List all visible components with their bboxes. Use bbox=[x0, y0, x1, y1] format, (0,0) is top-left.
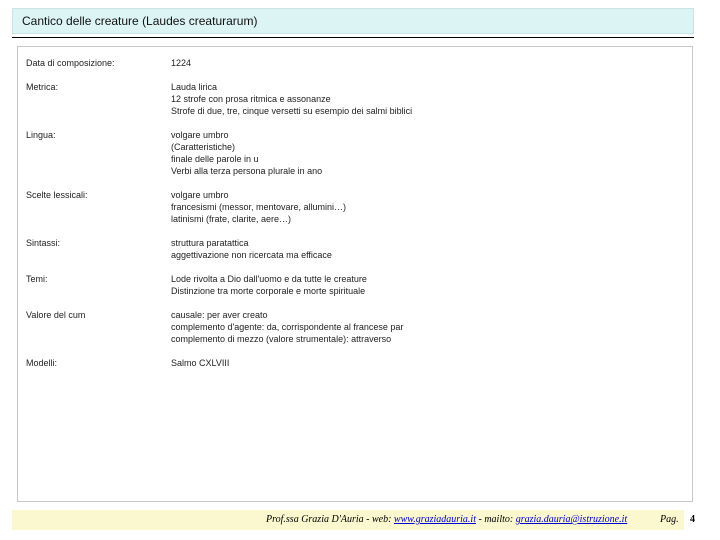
footer-credits bbox=[266, 514, 627, 525]
value-line: Distinzione tra morte corporale e morte spirituale bbox=[171, 286, 366, 296]
value-line: struttura paratattica bbox=[171, 238, 249, 248]
row-label: Scelte lessicali: bbox=[26, 190, 88, 200]
value-line: Lauda lirica bbox=[171, 82, 218, 92]
title-bar bbox=[12, 8, 694, 34]
row-label: Data di composizione: bbox=[26, 58, 115, 68]
page-title: Cantico delle creature (Laudes creaturarum) bbox=[22, 14, 258, 28]
row-value bbox=[171, 57, 671, 69]
content-panel bbox=[17, 46, 693, 502]
value-line: francesismi (messor, mentovare, allumini…) bbox=[171, 202, 347, 212]
value-line: complemento d'agente: da, corrispondente al francese par bbox=[171, 322, 404, 332]
value-line: latinismi (frate, clarite, aere…) bbox=[171, 214, 292, 224]
row-label: Lingua: bbox=[26, 130, 56, 140]
row-value bbox=[171, 237, 671, 261]
row-value bbox=[171, 273, 671, 297]
footer-separator: - bbox=[363, 514, 372, 525]
value-line: volgare umbro bbox=[171, 130, 229, 140]
value-line: Lode rivolta a Dio dall'uomo e da tutte le creature bbox=[171, 274, 367, 284]
value-line: Verbi alla terza persona plurale in ano bbox=[171, 166, 323, 176]
web-link[interactable]: www.graziadauria.it bbox=[393, 514, 476, 525]
value-line: 12 strofe con prosa ritmica e assonanze bbox=[171, 94, 331, 104]
value-line: 1224 bbox=[171, 58, 192, 68]
value-line: Strofe di due, tre, cinque versetti su esempio dei salmi biblici bbox=[171, 106, 413, 116]
value-line: causale: per aver creato bbox=[171, 310, 268, 320]
footer-separator: - bbox=[475, 514, 485, 525]
footer-author: Prof.ssa Grazia D'Auria bbox=[266, 514, 364, 525]
row-label: Metrica: bbox=[26, 82, 59, 92]
row-label: Temi: bbox=[26, 274, 48, 284]
title-divider bbox=[12, 37, 694, 38]
value-line: finale delle parole in u bbox=[171, 154, 259, 164]
email-link[interactable]: grazia.dauria@istruzione.it bbox=[515, 514, 628, 525]
row-value bbox=[171, 357, 671, 369]
value-line: aggettivazione non ricercata ma efficace bbox=[171, 250, 332, 260]
row-value bbox=[171, 129, 671, 177]
page-label: Pag. bbox=[660, 514, 679, 525]
row-value bbox=[171, 189, 671, 225]
page-number: 4 bbox=[690, 514, 695, 525]
value-line: complemento di mezzo (valore strumentale): attraverso bbox=[171, 334, 392, 344]
row-label: Valore del cum bbox=[26, 310, 86, 320]
footer-mail-label: mailto: bbox=[484, 514, 516, 525]
row-label: Modelli: bbox=[26, 358, 58, 368]
row-label: Sintassi: bbox=[26, 238, 61, 248]
value-line: volgare umbro bbox=[171, 190, 229, 200]
footer-web-label: web: bbox=[371, 514, 394, 525]
value-line: (Caratteristiche) bbox=[171, 142, 236, 152]
row-value bbox=[171, 81, 671, 117]
value-line: Salmo CXLVIII bbox=[171, 358, 230, 368]
row-value bbox=[171, 309, 671, 345]
footer bbox=[12, 510, 718, 530]
